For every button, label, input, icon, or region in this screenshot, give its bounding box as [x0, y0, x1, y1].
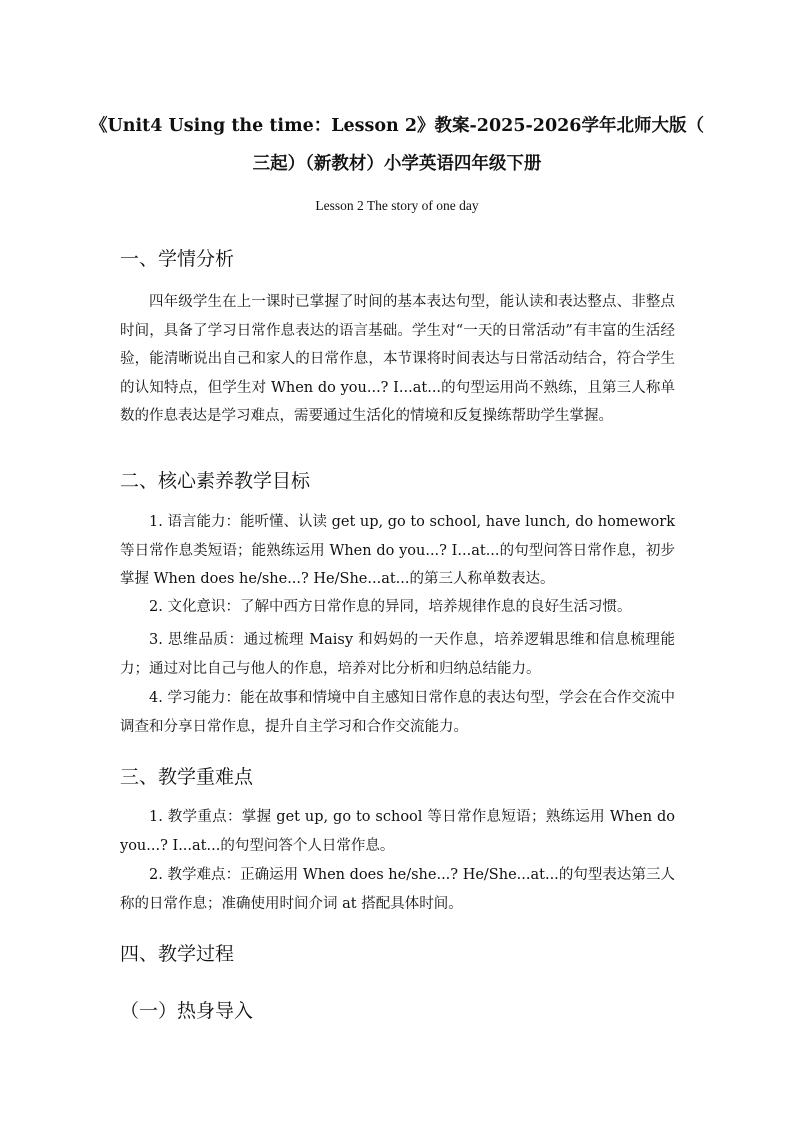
section-heading-process: 四、教学过程 — [120, 943, 235, 965]
goal-item-language: 1. 语言能力：能听懂、认读 get up, go to school, have lunch, do homework 等日常作息类短语；能熟练运用 When do you...? I...at...的句型问答日常作息，初步掌握 When does he/she...? He/She...at...的第三人称单数表达。 — [120, 514, 675, 587]
document-subtitle: Lesson 2 The story of one day — [315, 198, 479, 213]
key-point-focus: 1. 教学重点：掌握 get up, go to school 等日常作息短语；熟练运用 When do you...? I...at...的句型问答个人日常作息。 — [120, 809, 675, 854]
section-heading-analysis: 一、学情分析 — [120, 248, 235, 270]
goal-item-learning: 4. 学习能力：能在故事和情境中自主感知日常作息的表达句型，学会在合作交流中调查和分享日常作息，提升自主学习和合作交流能力。 — [120, 690, 675, 735]
key-point-difficulty: 2. 教学难点：正确运用 When does he/she...? He/She...at...的句型表达第三人称的日常作息；准确使用时间介词 at 搭配具体时间。 — [120, 867, 675, 912]
section-heading-goals: 二、核心素养教学目标 — [120, 470, 311, 492]
subsection-heading-warmup: （一）热身导入 — [120, 1000, 254, 1022]
section-heading-key-points: 三、教学重难点 — [120, 766, 254, 788]
document-title-line-2: 三起）（新教材）小学英语四年级下册 — [252, 154, 542, 174]
goal-item-thinking: 3. 思维品质：通过梳理 Maisy 和妈妈的一天作息，培养逻辑思维和信息梳理能力；通过对比自己与他人的作息，培养对比分析和归纳总结能力。 — [120, 632, 675, 677]
analysis-paragraph: 四年级学生在上一课时已掌握了时间的基本表达句型，能认读和表达整点、非整点时间，具备了学习日常作息表达的语言基础。学生对“一天的日常活动”有丰富的生活经验，能清晰说出自己和家人的日常作息，本节课将时间表达与日常活动结合，符合学生的认知特点，但学生对 When do you...? I...at...的句型运用尚不熟练，且第三人称单数的作息表达是学习难点，需要通过生活化的情境和反复操练帮助学生掌握。 — [120, 294, 675, 424]
goal-item-culture: 2. 文化意识：了解中西方日常作息的异同，培养规律作息的良好生活习惯。 — [149, 599, 632, 615]
document-title-line-1: 《Unit4 Using the time：Lesson 2》教案-2025-2026学年北师大版（ — [90, 116, 704, 136]
